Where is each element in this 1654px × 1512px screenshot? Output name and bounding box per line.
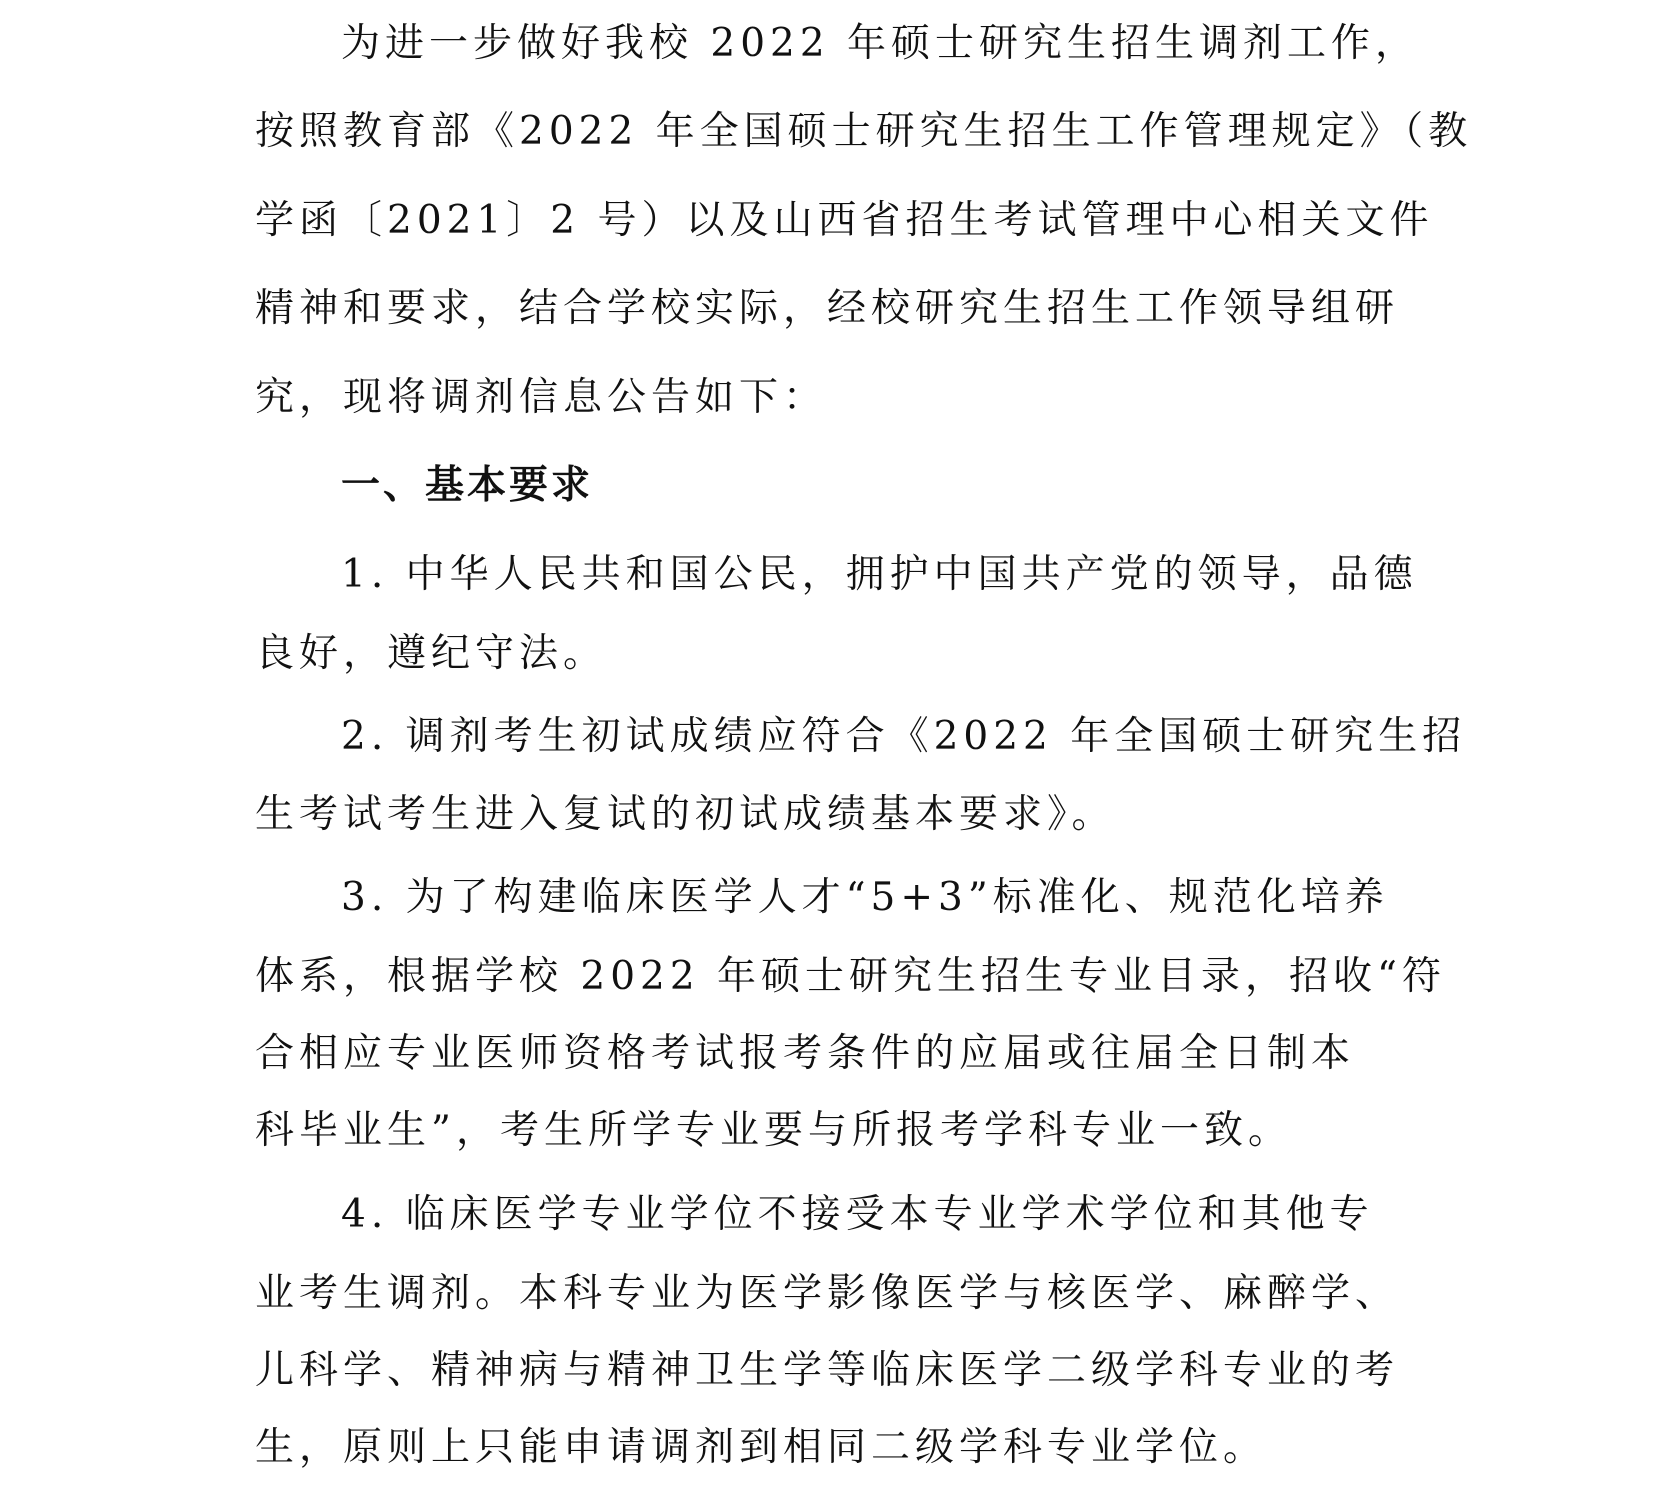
requirement-line: 科毕业生”，考生所学专业要与所报考学科专业一致。 [255, 1108, 1292, 1153]
intro-line: 精神和要求，结合学校实际，经校研究生招生工作领导组研 [255, 286, 1400, 331]
intro-line: 为进一步做好我校 2022 年硕士研究生招生调剂工作， [341, 21, 1420, 66]
requirement-line: 2. 调剂考生初试成绩应符合《2022 年全国硕士研究生招 [341, 714, 1467, 759]
requirement-line: 生，原则上只能申请调剂到相同二级学科专业学位。 [255, 1425, 1268, 1470]
requirement-line: 良好，遵纪守法。 [255, 631, 608, 676]
requirement-line: 1. 中华人民共和国公民，拥护中国共产党的领导，品德 [341, 552, 1418, 597]
intro-line: 学函〔2021〕2 号）以及山西省招生考试管理中心相关文件 [255, 198, 1434, 243]
requirement-line: 生考试考生进入复试的初试成绩基本要求》。 [255, 792, 1116, 837]
requirement-line: 业考生调剂。本科专业为医学影像医学与核医学、麻醉学、 [255, 1271, 1400, 1316]
requirement-line: 合相应专业医师资格考试报考条件的应届或往届全日制本 [255, 1031, 1356, 1076]
intro-line: 按照教育部《2022 年全国硕士研究生招生工作管理规定》（教 [255, 109, 1473, 154]
intro-line: 究，现将调剂信息公告如下： [255, 375, 828, 420]
requirement-line: 体系，根据学校 2022 年硕士研究生招生专业目录，招收“符 [255, 954, 1446, 999]
requirement-line: 4. 临床医学专业学位不接受本专业学术学位和其他专 [341, 1192, 1374, 1237]
section-heading: 一、基本要求 [341, 463, 594, 508]
requirement-line: 儿科学、精神病与精神卫生学等临床医学二级学科专业的考 [255, 1348, 1400, 1393]
requirement-line: 3. 为了构建临床医学人才“5+3”标准化、规范化培养 [341, 875, 1389, 920]
